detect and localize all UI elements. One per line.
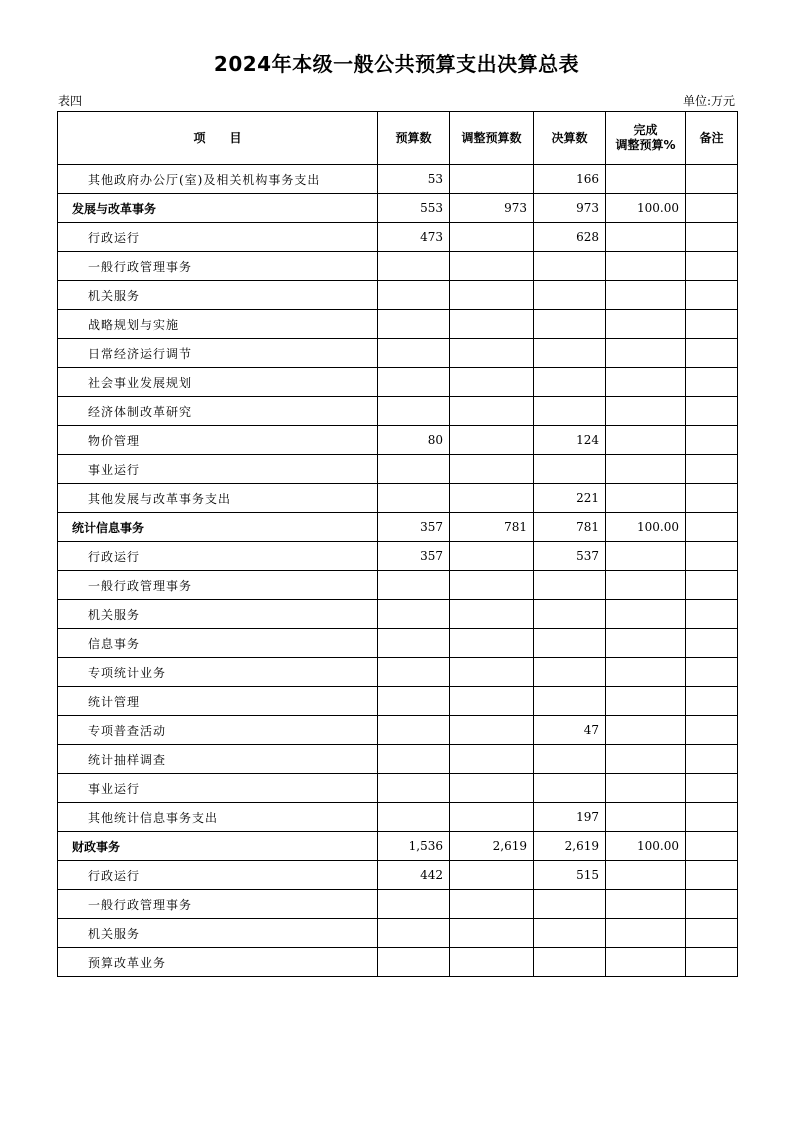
cell-completion-pct: 100.00: [606, 513, 686, 542]
cell-completion-pct: [606, 484, 686, 513]
cell-final: 537: [534, 542, 606, 571]
cell-completion-pct: [606, 455, 686, 484]
cell-remark: [686, 861, 738, 890]
cell-remark: [686, 252, 738, 281]
cell-completion-pct: [606, 223, 686, 252]
cell-remark: [686, 542, 738, 571]
cell-final: [534, 658, 606, 687]
header-row: [58, 112, 738, 165]
cell-final: [534, 455, 606, 484]
table-row: [58, 716, 738, 745]
item-name: 一般行政管理事务: [58, 252, 378, 281]
cell-adjusted: [450, 919, 534, 948]
cell-completion-pct: [606, 426, 686, 455]
item-name: 日常经济运行调节: [58, 339, 378, 368]
cell-remark: [686, 745, 738, 774]
header-completion-line1: 完成: [633, 123, 658, 137]
cell-budget: [378, 310, 450, 339]
cell-completion-pct: [606, 948, 686, 977]
cell-remark: [686, 281, 738, 310]
cell-completion-pct: [606, 658, 686, 687]
table-row: [58, 310, 738, 339]
cell-final: [534, 310, 606, 339]
item-name: 机关服务: [58, 919, 378, 948]
item-name: 经济体制改革研究: [58, 397, 378, 426]
cell-final: 166: [534, 165, 606, 194]
item-name: 信息事务: [58, 629, 378, 658]
cell-adjusted: [450, 252, 534, 281]
table-row: [58, 948, 738, 977]
cell-adjusted: 973: [450, 194, 534, 223]
cell-remark: [686, 194, 738, 223]
cell-adjusted: [450, 629, 534, 658]
cell-remark: [686, 919, 738, 948]
cell-budget: 442: [378, 861, 450, 890]
table-row: [58, 165, 738, 194]
cell-budget: 357: [378, 542, 450, 571]
cell-final: 781: [534, 513, 606, 542]
cell-completion-pct: [606, 542, 686, 571]
table-row: [58, 571, 738, 600]
header-completion: [606, 112, 686, 165]
item-name: 其他发展与改革事务支出: [58, 484, 378, 513]
cell-adjusted: [450, 281, 534, 310]
cell-remark: [686, 455, 738, 484]
cell-remark: [686, 484, 738, 513]
category-row: [58, 513, 738, 542]
item-name: 一般行政管理事务: [58, 571, 378, 600]
cell-budget: [378, 658, 450, 687]
table-body: [58, 165, 738, 977]
cell-completion-pct: [606, 745, 686, 774]
cell-adjusted: [450, 339, 534, 368]
cell-remark: [686, 426, 738, 455]
cell-adjusted: [450, 484, 534, 513]
category-name: 财政事务: [58, 832, 378, 861]
cell-budget: 1,536: [378, 832, 450, 861]
cell-budget: 53: [378, 165, 450, 194]
table-row: [58, 397, 738, 426]
header-remark: 备注: [686, 112, 738, 165]
cell-budget: [378, 571, 450, 600]
cell-adjusted: [450, 600, 534, 629]
cell-remark: [686, 687, 738, 716]
table-row: [58, 455, 738, 484]
cell-budget: [378, 455, 450, 484]
unit-label: 单位:万元: [682, 94, 735, 108]
header-adjusted: 调整预算数: [450, 112, 534, 165]
cell-completion-pct: [606, 803, 686, 832]
cell-completion-pct: [606, 861, 686, 890]
cell-adjusted: [450, 310, 534, 339]
cell-adjusted: [450, 890, 534, 919]
cell-budget: [378, 281, 450, 310]
page-title: 2024年本级一般公共预算支出决算总表: [213, 52, 580, 76]
cell-final: [534, 890, 606, 919]
cell-remark: [686, 803, 738, 832]
cell-adjusted: [450, 774, 534, 803]
table-row: [58, 803, 738, 832]
item-name: 行政运行: [58, 861, 378, 890]
item-name: 统计抽样调查: [58, 745, 378, 774]
cell-final: [534, 948, 606, 977]
cell-completion-pct: 100.00: [606, 832, 686, 861]
cell-budget: [378, 687, 450, 716]
cell-completion-pct: [606, 252, 686, 281]
cell-final: [534, 397, 606, 426]
cell-final: 47: [534, 716, 606, 745]
cell-budget: [378, 745, 450, 774]
cell-final: [534, 339, 606, 368]
cell-final: [534, 745, 606, 774]
item-name: 其他政府办公厅(室)及相关机构事务支出: [58, 165, 378, 194]
cell-final: 2,619: [534, 832, 606, 861]
cell-budget: [378, 397, 450, 426]
table-row: [58, 281, 738, 310]
cell-final: 973: [534, 194, 606, 223]
cell-completion-pct: [606, 716, 686, 745]
header-budget: 预算数: [378, 112, 450, 165]
cell-final: [534, 571, 606, 600]
item-name: 事业运行: [58, 455, 378, 484]
item-name: 统计管理: [58, 687, 378, 716]
table-row: [58, 658, 738, 687]
table-row: [58, 339, 738, 368]
item-name: 事业运行: [58, 774, 378, 803]
cell-budget: [378, 600, 450, 629]
table-row: [58, 426, 738, 455]
cell-adjusted: [450, 542, 534, 571]
cell-completion-pct: [606, 339, 686, 368]
cell-final: 197: [534, 803, 606, 832]
header-final: 决算数: [534, 112, 606, 165]
cell-completion-pct: [606, 919, 686, 948]
table-row: [58, 919, 738, 948]
cell-remark: [686, 310, 738, 339]
cell-adjusted: [450, 571, 534, 600]
header-item: 项 目: [58, 112, 378, 165]
cell-remark: [686, 165, 738, 194]
cell-final: [534, 629, 606, 658]
table-number: 表四: [58, 94, 83, 108]
cell-final: [534, 919, 606, 948]
cell-adjusted: 2,619: [450, 832, 534, 861]
cell-adjusted: [450, 948, 534, 977]
category-row: [58, 194, 738, 223]
cell-budget: [378, 629, 450, 658]
cell-completion-pct: 100.00: [606, 194, 686, 223]
cell-remark: [686, 658, 738, 687]
cell-final: 221: [534, 484, 606, 513]
cell-completion-pct: [606, 890, 686, 919]
cell-adjusted: [450, 861, 534, 890]
cell-remark: [686, 948, 738, 977]
cell-remark: [686, 600, 738, 629]
cell-completion-pct: [606, 687, 686, 716]
cell-budget: [378, 919, 450, 948]
item-name: 专项普查活动: [58, 716, 378, 745]
cell-budget: [378, 339, 450, 368]
cell-budget: 553: [378, 194, 450, 223]
table-row: [58, 484, 738, 513]
table-row: [58, 774, 738, 803]
cell-adjusted: [450, 426, 534, 455]
cell-remark: [686, 629, 738, 658]
cell-remark: [686, 890, 738, 919]
cell-completion-pct: [606, 774, 686, 803]
item-name: 行政运行: [58, 223, 378, 252]
cell-final: [534, 687, 606, 716]
cell-adjusted: [450, 223, 534, 252]
item-name: 专项统计业务: [58, 658, 378, 687]
category-row: [58, 832, 738, 861]
cell-remark: [686, 571, 738, 600]
item-name: 一般行政管理事务: [58, 890, 378, 919]
cell-completion-pct: [606, 165, 686, 194]
item-name: 物价管理: [58, 426, 378, 455]
cell-remark: [686, 368, 738, 397]
item-name: 行政运行: [58, 542, 378, 571]
cell-final: 124: [534, 426, 606, 455]
cell-budget: [378, 484, 450, 513]
table-row: [58, 600, 738, 629]
header-completion-line2: 调整预算%: [615, 138, 676, 152]
item-name: 社会事业发展规划: [58, 368, 378, 397]
cell-adjusted: [450, 455, 534, 484]
item-name: 其他统计信息事务支出: [58, 803, 378, 832]
cell-remark: [686, 716, 738, 745]
table-row: [58, 861, 738, 890]
item-name: 预算改革业务: [58, 948, 378, 977]
cell-completion-pct: [606, 368, 686, 397]
cell-budget: 473: [378, 223, 450, 252]
cell-final: [534, 281, 606, 310]
table-row: [58, 687, 738, 716]
category-name: 发展与改革事务: [58, 194, 378, 223]
cell-budget: [378, 252, 450, 281]
cell-budget: 80: [378, 426, 450, 455]
table-row: [58, 542, 738, 571]
cell-final: 515: [534, 861, 606, 890]
item-name: 机关服务: [58, 281, 378, 310]
cell-remark: [686, 774, 738, 803]
cell-budget: [378, 774, 450, 803]
table-row: [58, 368, 738, 397]
item-name: 机关服务: [58, 600, 378, 629]
item-name: 战略规划与实施: [58, 310, 378, 339]
cell-final: 628: [534, 223, 606, 252]
cell-final: [534, 368, 606, 397]
cell-remark: [686, 832, 738, 861]
cell-adjusted: [450, 397, 534, 426]
table-row: [58, 252, 738, 281]
cell-completion-pct: [606, 629, 686, 658]
cell-completion-pct: [606, 281, 686, 310]
cell-completion-pct: [606, 310, 686, 339]
cell-budget: [378, 716, 450, 745]
cell-remark: [686, 223, 738, 252]
table-row: [58, 745, 738, 774]
expenditure-table: [57, 111, 738, 977]
cell-completion-pct: [606, 600, 686, 629]
table-row: [58, 890, 738, 919]
cell-adjusted: [450, 745, 534, 774]
cell-adjusted: [450, 658, 534, 687]
category-name: 统计信息事务: [58, 513, 378, 542]
table-row: [58, 629, 738, 658]
cell-remark: [686, 397, 738, 426]
cell-budget: [378, 948, 450, 977]
cell-adjusted: [450, 803, 534, 832]
cell-completion-pct: [606, 397, 686, 426]
cell-budget: 357: [378, 513, 450, 542]
cell-adjusted: 781: [450, 513, 534, 542]
cell-budget: [378, 368, 450, 397]
cell-remark: [686, 339, 738, 368]
cell-adjusted: [450, 716, 534, 745]
cell-final: [534, 252, 606, 281]
cell-remark: [686, 513, 738, 542]
cell-final: [534, 774, 606, 803]
cell-adjusted: [450, 165, 534, 194]
cell-adjusted: [450, 687, 534, 716]
table-row: [58, 223, 738, 252]
cell-budget: [378, 890, 450, 919]
cell-budget: [378, 803, 450, 832]
cell-completion-pct: [606, 571, 686, 600]
table-header: [58, 112, 738, 165]
cell-adjusted: [450, 368, 534, 397]
cell-final: [534, 600, 606, 629]
